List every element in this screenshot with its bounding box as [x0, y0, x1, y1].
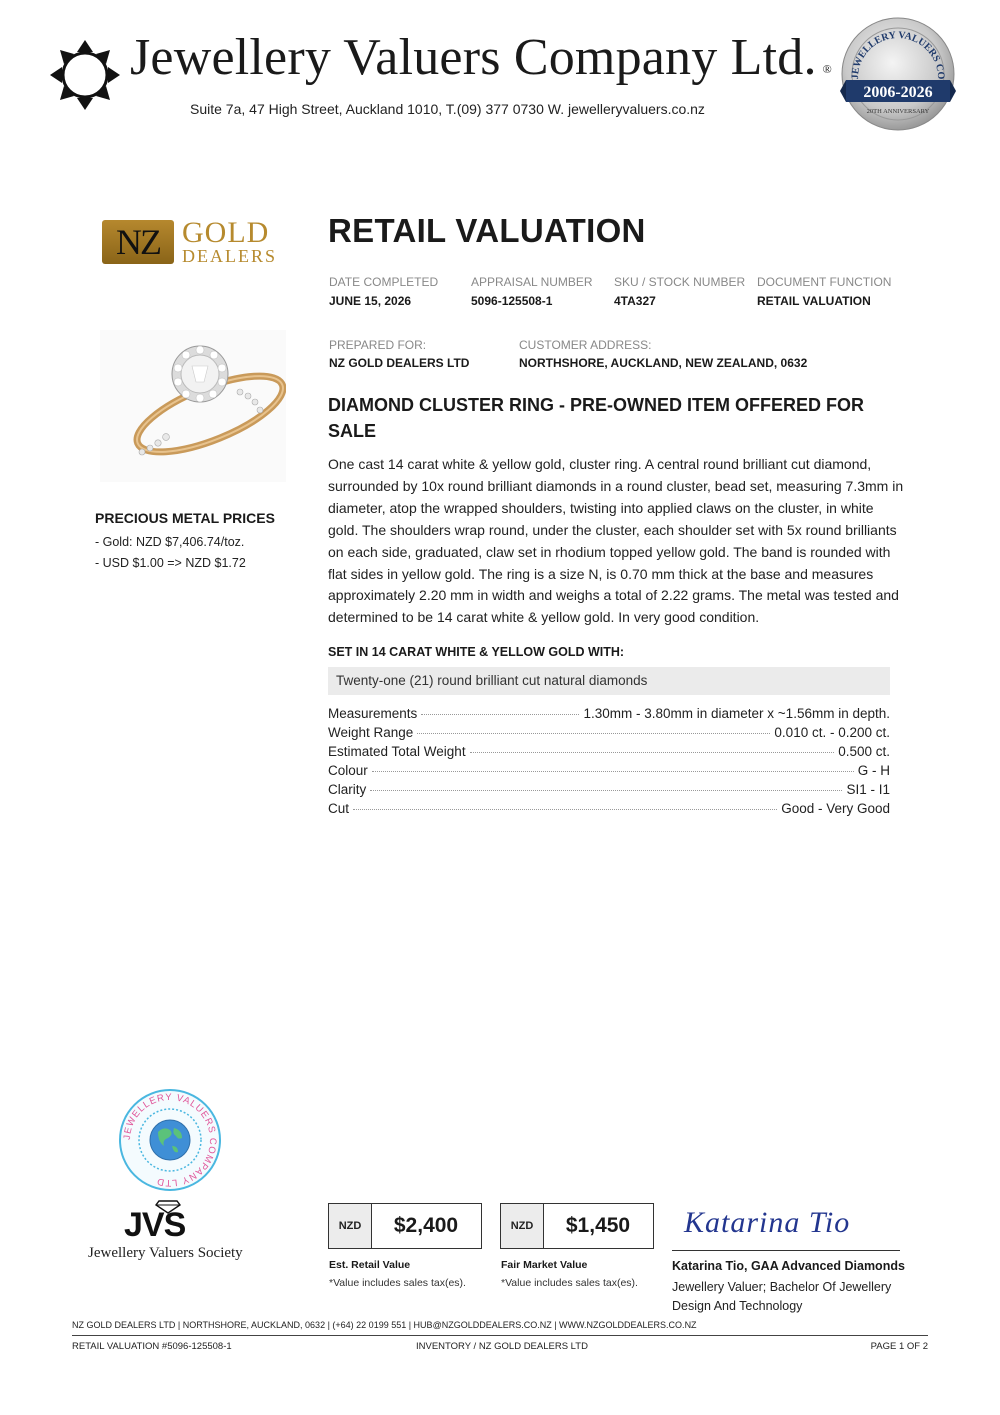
- customer-address-value: NORTHSHORE, AUCKLAND, NEW ZEALAND, 0632: [519, 356, 808, 370]
- footer-contact: NZ GOLD DEALERS LTD | NORTHSHORE, AUCKLAND, 0632 | (+64) 22 0199 551 | HUB@NZGOLDDEALERS.CO.NZ | WWW.NZGOLDDEALERS.CO.NZ: [72, 1320, 697, 1330]
- item-title: DIAMOND CLUSTER RING - PRE-OWNED ITEM OFFERED FOR SALE: [328, 395, 864, 441]
- meta-label-date: DATE COMPLETED: [329, 275, 439, 289]
- jvs-mark: JVS: [124, 1206, 186, 1244]
- market-value-note: *Value includes sales tax(es).: [501, 1277, 638, 1289]
- company-address: Suite 7a, 47 High Street, Auckland 1010, T.(09) 377 0730 W. jewelleryvaluers.co.nz: [190, 101, 705, 117]
- market-value-box: [500, 1203, 654, 1249]
- spec-row-clarity: Clarity SI1 - I1: [328, 782, 890, 797]
- retail-currency: NZD: [329, 1204, 372, 1248]
- meta-value-sku: 4TA327: [614, 294, 656, 308]
- exchange-rate-line: - USD $1.00 => NZD $1.72: [95, 556, 246, 570]
- signer-name: Katarina Tio, GAA Advanced Diamonds: [672, 1259, 905, 1273]
- seal-anniversary: 20TH ANNIVERSARY: [866, 108, 930, 115]
- handwritten-signature: Katarina Tio: [684, 1206, 851, 1239]
- footer-inventory: INVENTORY / NZ GOLD DEALERS LTD: [416, 1341, 588, 1352]
- diamond-icon: [155, 1200, 181, 1214]
- meta-label-function: DOCUMENT FUNCTION: [757, 275, 892, 289]
- footer-page-number: PAGE 1 OF 2: [870, 1341, 928, 1352]
- nz-gold-dealers-logo: [102, 216, 282, 266]
- seal-top-text: JEWELLERY VALUERS CO: [849, 29, 947, 80]
- signer-role: Jewellery Valuer; Bachelor Of Jewellery Design And Technology: [672, 1280, 892, 1313]
- spec-row-cut: Cut Good - Very Good: [328, 801, 890, 816]
- retail-value-label: Est. Retail Value: [329, 1259, 411, 1271]
- signature-line: [672, 1250, 900, 1251]
- retail-value-note: *Value includes sales tax(es).: [329, 1277, 466, 1289]
- set-in-heading: SET IN 14 CARAT WHITE & YELLOW GOLD WITH:: [328, 645, 625, 659]
- retail-amount: $2,400: [393, 1214, 459, 1237]
- market-amount: $1,450: [565, 1214, 631, 1237]
- prepared-for-value: NZ GOLD DEALERS LTD: [329, 356, 470, 370]
- spec-row-total-weight: Estimated Total Weight 0.500 ct.: [328, 744, 890, 759]
- spec-row-colour: Colour G - H: [328, 763, 890, 778]
- document-title: RETAIL VALUATION: [328, 212, 646, 249]
- stones-summary: Twenty-one (21) round brilliant cut natural diamonds: [336, 673, 648, 688]
- ring-photo: [100, 330, 286, 482]
- seal-years: 2006-2026: [863, 84, 933, 101]
- meta-value-function: RETAIL VALUATION: [757, 294, 871, 308]
- anniversary-seal-icon: [840, 16, 956, 132]
- stones-summary-bar: [328, 667, 890, 695]
- meta-value-date: JUNE 15, 2026: [329, 294, 412, 308]
- footer-document-ref: RETAIL VALUATION #5096-125508-1: [72, 1341, 232, 1352]
- gold-price-line: - Gold: NZD $7,406.74/toz.: [95, 535, 245, 549]
- precious-metal-heading: PRECIOUS METAL PRICES: [95, 510, 275, 526]
- meta-value-appraisal: 5096-125508-1: [471, 294, 553, 308]
- meta-label-sku: SKU / STOCK NUMBER: [614, 275, 746, 289]
- jvs-society-name: Jewellery Valuers Society: [88, 1245, 243, 1261]
- spec-row-weight-range: Weight Range 0.010 ct. - 0.200 ct.: [328, 725, 890, 740]
- footer-divider: [72, 1335, 928, 1336]
- company-name: Jewellery Valuers Company Ltd. ®: [130, 29, 832, 86]
- retail-value-box: [328, 1203, 482, 1249]
- spec-row-measurements: Measurements 1.30mm - 3.80mm in diameter x ~1.56mm in depth.: [328, 706, 890, 721]
- prepared-for-label: PREPARED FOR:: [329, 338, 427, 352]
- company-star-logo-icon: [48, 38, 122, 112]
- jvc-globe-seal-icon: [118, 1088, 222, 1192]
- customer-address-label: CUSTOMER ADDRESS:: [519, 338, 652, 352]
- logo-gold-text: GOLD: [182, 216, 270, 249]
- jvs-logo: [88, 1206, 258, 1266]
- registered-mark: ®: [822, 62, 832, 76]
- seal-circle-text: JEWELLERY VALUERS COMPANY LTD: [121, 1091, 219, 1189]
- market-currency: NZD: [501, 1204, 544, 1248]
- logo-dealers-text: DEALERS: [182, 246, 277, 266]
- market-value-label: Fair Market Value: [501, 1259, 588, 1271]
- logo-nz-text: NZ: [102, 220, 174, 264]
- meta-label-appraisal: APPRAISAL NUMBER: [471, 275, 593, 289]
- item-description: One cast 14 carat white & yellow gold, cluster ring. A central round brilliant cut diamond, surrounded by 10x round brilliant diamonds in a round cluster, bead set, measuring 7.3mm in diameter, atop the wrapped shoulders, twisting into applied claws on the cluster, in white gold. The shoulders wrap round, under the cluster, each shoulder set with 5x round brilliants on each side, graduated, claw set in rhodium topped yellow gold. The band is rounded with flat sides in yellow gold. The ring is a size N, is 0.70 mm thick at the base and measures approximately 2.20 mm in width and weighs a total of 2.22 grams. The metal was tested and determined to be 14 carat white & yellow gold. In very good condition.: [328, 456, 904, 626]
